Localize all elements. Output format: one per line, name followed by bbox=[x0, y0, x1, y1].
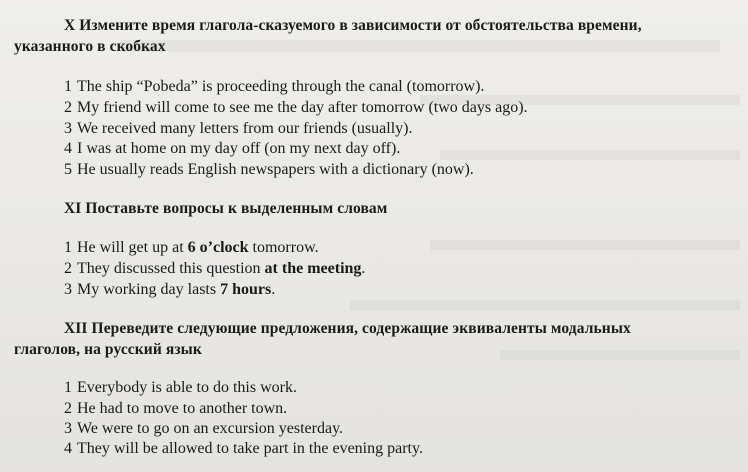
exercise-item bbox=[64, 77, 484, 97]
section-x-heading-cont bbox=[14, 36, 166, 57]
section-xi-heading bbox=[64, 198, 387, 219]
item-text: He usually reads English newspapers with a dictionary (now). bbox=[77, 161, 474, 178]
exercise-item bbox=[64, 280, 275, 300]
section-xi-heading-line1: XI Поставьте вопросы к выделенным словам bbox=[64, 200, 388, 217]
item-number: 3 bbox=[64, 120, 72, 137]
item-text-end: tomorrow. bbox=[248, 239, 319, 256]
item-text: My friend will come to see me the day after tomorrow (two days ago). bbox=[77, 99, 528, 116]
item-number: 1 bbox=[64, 379, 72, 396]
highlighted-words: at the meeting bbox=[264, 260, 362, 277]
bleed-through-texture bbox=[120, 40, 720, 52]
item-text: They discussed this question bbox=[77, 260, 265, 277]
exercise-item bbox=[64, 160, 474, 180]
item-text: Everybody is able to do this work. bbox=[77, 379, 297, 396]
item-number: 1 bbox=[64, 239, 72, 256]
item-text: I was at home on my day off (on my next day off). bbox=[77, 140, 401, 157]
bleed-through-texture bbox=[500, 350, 740, 360]
exercise-item bbox=[64, 399, 287, 419]
item-text: He had to move to another town. bbox=[77, 400, 288, 417]
item-text: We received many letters from our friends (usually). bbox=[77, 120, 413, 137]
item-number: 2 bbox=[64, 400, 72, 417]
exercise-item bbox=[64, 439, 423, 459]
section-xii-heading-cont bbox=[14, 339, 202, 360]
item-number: 3 bbox=[64, 420, 72, 437]
exercise-item bbox=[64, 119, 412, 139]
item-number: 4 bbox=[64, 440, 72, 457]
item-number: 5 bbox=[64, 161, 72, 178]
item-number: 3 bbox=[64, 281, 72, 298]
section-x-heading-line2: указанного в скобках bbox=[14, 38, 166, 55]
section-xii-heading bbox=[64, 318, 631, 339]
item-number: 2 bbox=[64, 260, 72, 277]
item-text-end: . bbox=[361, 260, 366, 277]
section-xii-heading-line2: глаголов, на русский язык bbox=[14, 341, 202, 358]
item-text: We were to go on an excursion yesterday. bbox=[77, 420, 344, 437]
item-text: He will get up at bbox=[77, 239, 188, 256]
exercise-item bbox=[64, 419, 343, 439]
exercise-item bbox=[64, 98, 528, 118]
highlighted-words: 7 hours bbox=[220, 281, 272, 298]
bleed-through-texture bbox=[440, 150, 740, 160]
bleed-through-texture bbox=[350, 300, 740, 310]
section-x-heading-line1: X Измените время глагола-сказуемого в зависимости от обстоятельства времени, bbox=[64, 17, 642, 34]
bleed-through-texture bbox=[430, 240, 740, 250]
exercise-item bbox=[64, 139, 400, 159]
exercise-item bbox=[64, 378, 297, 398]
section-x-heading bbox=[64, 15, 642, 36]
item-number: 1 bbox=[64, 78, 72, 95]
item-text-end: . bbox=[271, 281, 276, 298]
item-text: My working day lasts bbox=[77, 281, 221, 298]
exercise-item bbox=[64, 259, 365, 279]
item-number: 4 bbox=[64, 140, 72, 157]
item-number: 2 bbox=[64, 99, 72, 116]
section-xii-heading-line1: XII Переведите следующие предложения, содержащие эквиваленты модальных bbox=[64, 320, 631, 337]
exercise-item bbox=[64, 238, 319, 258]
highlighted-words: 6 o’clock bbox=[187, 239, 249, 256]
item-text: They will be allowed to take part in the evening party. bbox=[77, 440, 423, 457]
item-text: The ship “Pobeda” is proceeding through the canal (tomorrow). bbox=[77, 78, 485, 95]
